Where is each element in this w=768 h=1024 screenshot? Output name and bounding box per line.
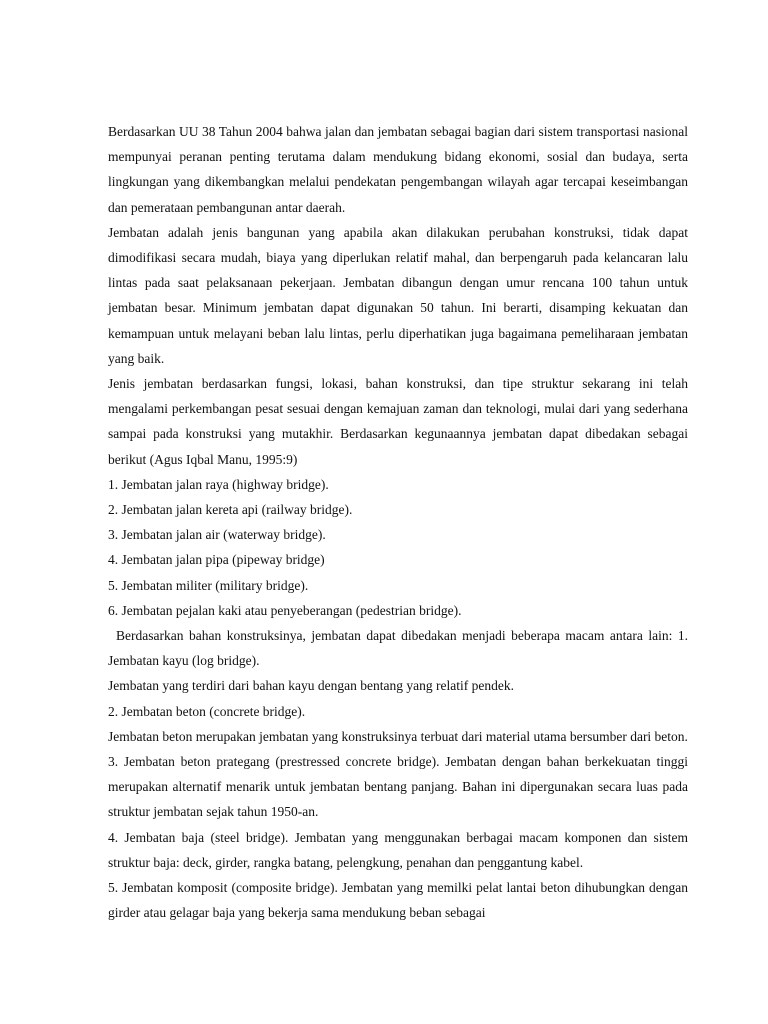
paragraph-steel: 4. Jembatan baja (steel bridge). Jembatan yang menggunakan berbagai macam komponen dan sistem struktur baja: deck, girder, rangka batang, pelengkung, penahan dan penggantung kabel.	[108, 829, 688, 870]
list-item-concrete: 2. Jembatan beton (concrete bridge).	[108, 703, 306, 719]
document-page	[108, 119, 688, 926]
paragraph-jembatan-definition: Jembatan adalah jenis bangunan yang apabila akan dilakukan perubahan konstruksi, tidak dapat dimodifikasi secara mudah, biaya yang diperlukan relatif mahal, dan berpengaruh pada kelancaran lalu lintas pada saat pelaksanaan pekerjaan. Jembatan dibangun dengan umur rencana 100 tahun untuk jembatan besar. Minimum jembatan dapat digunakan 50 tahun. Ini berarti, disamping kekuatan dan kemampuan untuk melayani beban lalu lintas, perlu diperhatikan juga bagaimana pemeliharaan jembatan yang baik.	[108, 224, 688, 366]
paragraph-uu-38: Berdasarkan UU 38 Tahun 2004 bahwa jalan dan jembatan sebagai bagian dari sistem transportasi nasional mempunyai peranan penting terutama dalam mendukung bidang ekonomi, sosial dan budaya, serta lingkungan yang dikembangkan melalui pendekatan pengembangan wilayah agar tercapai keseimbangan dan pemerataan pembangunan antar daerah.	[108, 124, 688, 215]
list-item-pedestrian: 6. Jembatan pejalan kaki atau penyeberangan (pedestrian bridge).	[108, 602, 462, 618]
list-item-waterway: 3. Jembatan jalan air (waterway bridge).	[108, 527, 326, 543]
paragraph-composite: 5. Jembatan komposit (composite bridge). Jembatan yang memilki pelat lantai beton dihubungkan dengan girder atau gelagar baja yang bekerja sama mendukung beban sebagai	[108, 880, 688, 921]
list-item-military: 5. Jembatan militer (military bridge).	[108, 577, 309, 593]
list-item-pipeway: 4. Jembatan jalan pipa (pipeway bridge)	[108, 552, 325, 568]
list-item-railway: 2. Jembatan jalan kereta api (railway bridge).	[108, 502, 353, 518]
paragraph-bahan-konstruksi: Berdasarkan bahan konstruksinya, jembatan dapat dibedakan menjadi beberapa macam antara lain: 1. Jembatan kayu (log bridge).	[108, 628, 688, 669]
paragraph-jenis-jembatan: Jenis jembatan berdasarkan fungsi, lokasi, bahan konstruksi, dan tipe struktur sekarang ini telah mengalami perkembangan pesat sesuai dengan kemajuan zaman dan teknologi, mulai dari yang sederhana sampai pada konstruksi yang mutakhir. Berdasarkan kegunaannya jembatan dapat dibedakan sebagai berikut (Agus Iqbal Manu, 1995:9)	[108, 376, 688, 467]
paragraph-kayu-desc: Jembatan yang terdiri dari bahan kayu dengan bentang yang relatif pendek.	[108, 678, 514, 694]
paragraph-beton-desc: Jembatan beton merupakan jembatan yang konstruksinya terbuat dari material utama bersumber dari beton.	[108, 728, 688, 744]
list-item-highway: 1. Jembatan jalan raya (highway bridge).	[108, 476, 329, 492]
paragraph-prestressed: 3. Jembatan beton prategang (prestressed concrete bridge). Jembatan dengan bahan berkekuatan tinggi merupakan alternatif menarik untuk jembatan bentang panjang. Bahan ini dipergunakan secara luas pada struktur jembatan sejak tahun 1950-an.	[108, 754, 688, 820]
